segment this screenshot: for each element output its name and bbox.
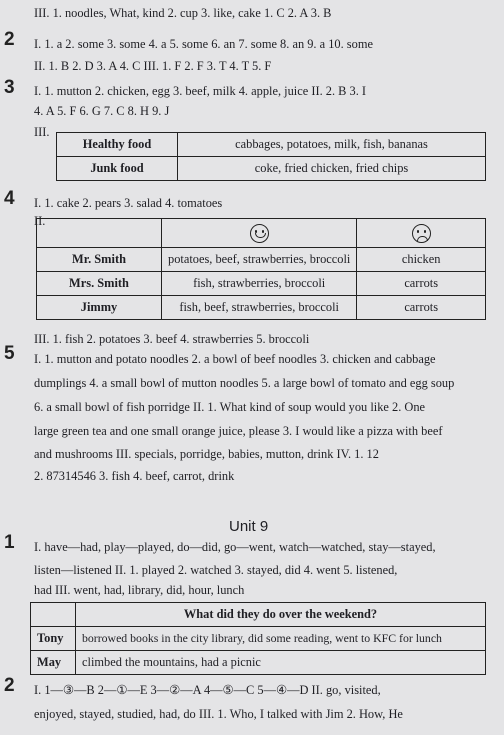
answer-line: 4. A 5. F 6. G 7. C 8. H 9. J xyxy=(34,104,170,118)
food-items: coke, fried chicken, fried chips xyxy=(178,157,486,181)
food-items: cabbages, potatoes, milk, fish, bananas xyxy=(178,133,486,157)
answer-line: I. 1—③—B 2—①—E 3—②—A 4—⑤—C 5—④—D II. go, visited, xyxy=(34,683,381,697)
section-number: 5 xyxy=(4,343,15,364)
food-table xyxy=(56,132,486,181)
answer-line: III. 1. noodles, What, kind 2. cup 3. like, cake 1. C 2. A 3. B xyxy=(34,6,332,20)
weekend-header: What did they do over the weekend? xyxy=(76,603,486,627)
weekend-table xyxy=(30,602,486,675)
answer-line: dumplings 4. a small bowl of mutton noodles 5. a large bowl of tomato and egg soup xyxy=(34,376,455,390)
answer-line: II. 1. B 2. D 3. A 4. C III. 1. F 2. F 3. T 4. T 5. F xyxy=(34,59,272,73)
person-name: Mrs. Smith xyxy=(37,272,162,296)
activities-cell: climbed the mountains, had a picnic xyxy=(76,651,486,675)
food-category: Healthy food xyxy=(57,133,178,157)
answer-line: I. 1. a 2. some 3. some 4. a 5. some 6. an 7. some 8. an 9. a 10. some xyxy=(34,37,373,51)
answer-line: 6. a small bowl of fish porridge II. 1. What kind of soup would you like 2. One xyxy=(34,400,426,414)
person-name: May xyxy=(31,651,76,675)
likes-cell: fish, beef, strawberries, broccoli xyxy=(162,296,357,320)
answer-line: III. xyxy=(34,125,50,139)
dislikes-cell: carrots xyxy=(357,296,486,320)
unit-title: Unit 9 xyxy=(229,518,269,535)
answer-line: had III. went, had, library, did, hour, lunch xyxy=(34,583,245,597)
sad-face-icon xyxy=(412,224,431,243)
likes-table xyxy=(36,218,486,320)
person-name: Tony xyxy=(31,627,76,651)
section-number: 2 xyxy=(4,29,15,50)
section-number: 4 xyxy=(4,188,15,209)
answer-line: III. 1. fish 2. potatoes 3. beef 4. strawberries 5. broccoli xyxy=(34,332,310,346)
answer-line: I. have—had, play—played, do—did, go—went, watch—watched, stay—stayed, xyxy=(34,540,436,554)
answer-line: 2. 87314546 3. fish 4. beef, carrot, drink xyxy=(34,469,235,483)
answer-line: I. 1. cake 2. pears 3. salad 4. tomatoes xyxy=(34,196,223,210)
answer-line: listen—listened II. 1. played 2. watched 3. stayed, did 4. went 5. listened, xyxy=(34,563,398,577)
smiley-face-icon xyxy=(250,224,269,243)
likes-cell: potatoes, beef, strawberries, broccoli xyxy=(162,248,357,272)
answer-line: I. 1. mutton 2. chicken, egg 3. beef, milk 4. apple, juice II. 2. B 3. I xyxy=(34,84,367,98)
person-name: Mr. Smith xyxy=(37,248,162,272)
answer-line: enjoyed, stayed, studied, had, do III. 1. Who, I talked with Jim 2. How, He xyxy=(34,707,403,721)
activities-cell: borrowed books in the city library, did some reading, went to KFC for lunch xyxy=(76,627,486,651)
answer-line: large green tea and one small orange juice, please 3. I would like a pizza with beef xyxy=(34,424,443,438)
section-number: 3 xyxy=(4,77,15,98)
dislikes-cell: carrots xyxy=(357,272,486,296)
answer-line: I. 1. mutton and potato noodles 2. a bowl of beef noodles 3. chicken and cabbage xyxy=(34,352,436,366)
answer-line: and mushrooms III. specials, porridge, babies, mutton, drink IV. 1. 12 xyxy=(34,447,379,461)
food-category: Junk food xyxy=(57,157,178,181)
answer-line: II. xyxy=(34,214,46,228)
likes-cell: fish, strawberries, broccoli xyxy=(162,272,357,296)
section-number: 2 xyxy=(4,675,15,696)
person-name: Jimmy xyxy=(37,296,162,320)
section-number: 1 xyxy=(4,532,15,553)
dislikes-cell: chicken xyxy=(357,248,486,272)
